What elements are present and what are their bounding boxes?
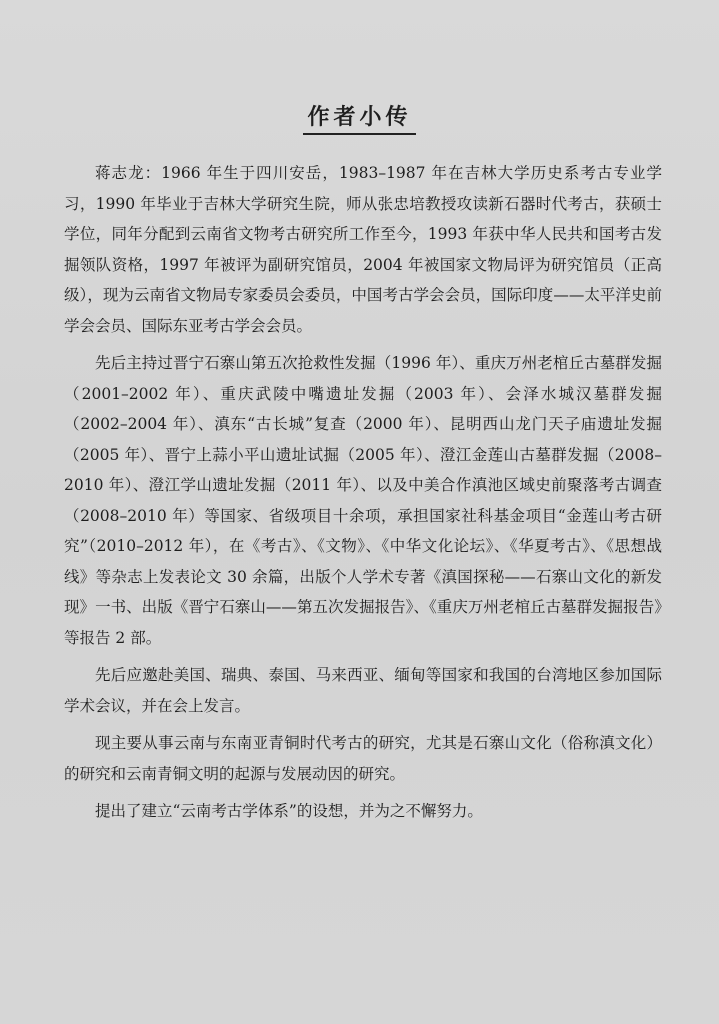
paragraph-career: 蒋志龙：1966 年生于四川安岳，1983–1987 年在吉林大学历史系考古专业学习，1990 年毕业于吉林大学研究生院，师从张忠培教授攻读新石器时代考古，获硕士学位，同年分配到云南省文物考古研究所工作至今，1993 年获中华人民共和国考古发掘领队资格，1997 年被评为副研究馆员，2004 年被国家文物局评为研究馆员（正高级），现为云南省文物局专家委员会委员，中国考古学会会员，国际印度——太平洋史前学会会员、国际东亚考古学会会员。	[64, 164, 662, 335]
paragraph-conferences: 先后应邀赴美国、瑞典、泰国、马来西亚、缅甸等国家和我国的台湾地区参加国际学术会议，并在会上发言。	[64, 666, 662, 715]
paragraph-vision: 提出了建立“云南考古学体系”的设想，并为之不懈努力。	[95, 802, 483, 820]
paragraph-excavations: 先后主持过晋宁石寨山第五次抢救性发掘（1996 年）、重庆万州老棺丘古墓群发掘（2001–2002 年）、重庆武陵中嘴遗址发掘（2003 年）、会泽水城汉墓群发掘（2002–2004 年）、滇东“古长城”复查（2000 年）、昆明西山龙门天子庙遗址发掘（2005 年）、晋宁上蒜小平山遗址试掘（2005 年）、澄江金莲山古墓群发掘（2008–2010 年）、澄江学山遗址发掘（2011 年）、以及中美合作滇池区域史前聚落考古调查（2008–2010 年）等国家、省级项目十余项，承担国家社科基金项目“金莲山考古研究”（2010–2012 年），在《考古》、《文物》、《中华文化论坛》、《华夏考古》、《思想战线》等杂志上发表论文 30 余篇，出版个人学术专著《滇国探秘——石寨山文化的新发现》一书、出版《晋宁石寨山——第五次发掘报告》、《重庆万州老棺丘古墓群发掘报告》等报告 2 部。	[64, 354, 662, 647]
paragraph-research: 现主要从事云南与东南亚青铜时代考古的研究，尤其是石寨山文化（俗称滇文化）的研究和云南青铜文明的起源与发展动因的研究。	[64, 734, 662, 783]
page-title: 作者小传	[303, 100, 415, 135]
biography-text	[64, 158, 662, 834]
page-title-block	[0, 100, 719, 135]
